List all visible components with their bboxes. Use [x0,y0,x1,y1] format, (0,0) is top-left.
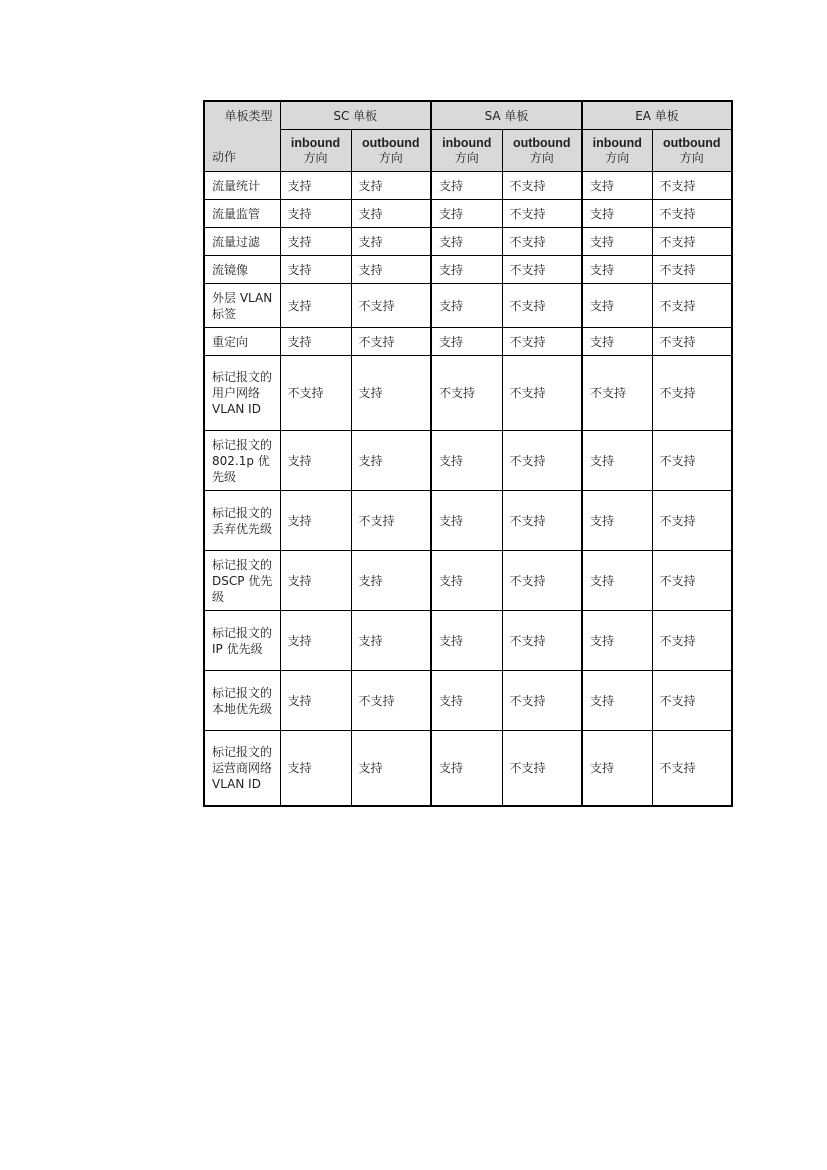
support-cell: 支持 [431,731,502,806]
support-cell: 不支持 [652,491,732,551]
support-cell: 不支持 [502,200,582,228]
support-cell: 支持 [280,731,351,806]
action-cell: 流量统计 [204,172,280,200]
support-cell: 不支持 [351,328,431,356]
action-cell: 标记报文的本地优先级 [204,671,280,731]
action-cell: 标记报文的 DSCP 优先级 [204,551,280,611]
support-cell: 不支持 [652,671,732,731]
support-cell: 不支持 [351,671,431,731]
support-cell: 不支持 [351,284,431,328]
support-cell: 支持 [431,228,502,256]
support-cell: 支持 [351,431,431,491]
support-cell: 支持 [582,172,652,200]
support-cell: 不支持 [502,671,582,731]
table-row [204,200,732,228]
support-cell: 支持 [280,228,351,256]
support-cell: 不支持 [502,172,582,200]
support-cell: 不支持 [652,611,732,671]
table-row [204,551,732,611]
group-header-sc: SC 单板 [280,101,431,130]
support-cell: 不支持 [502,431,582,491]
support-cell: 不支持 [652,228,732,256]
support-cell: 支持 [280,328,351,356]
support-cell: 支持 [351,356,431,431]
action-cell: 流镜像 [204,256,280,284]
direction-header: inbound 方向 [280,130,351,172]
group-header-ea: EA 单板 [582,101,732,130]
table-row [204,671,732,731]
table-row [204,731,732,806]
support-cell: 支持 [280,200,351,228]
table-row [204,228,732,256]
support-cell: 支持 [431,172,502,200]
support-cell: 支持 [280,551,351,611]
table-row [204,256,732,284]
support-cell: 不支持 [431,356,502,431]
corner-header-cell [204,101,280,172]
support-cell: 支持 [582,431,652,491]
support-cell: 支持 [431,200,502,228]
direction-header: inbound 方向 [431,130,502,172]
table-body [204,172,732,806]
support-cell: 不支持 [652,731,732,806]
table-row [204,431,732,491]
support-cell: 支持 [582,328,652,356]
support-cell: 支持 [431,491,502,551]
support-cell: 不支持 [652,328,732,356]
support-cell: 不支持 [652,356,732,431]
support-cell: 支持 [351,731,431,806]
support-cell: 支持 [431,671,502,731]
support-cell: 不支持 [652,200,732,228]
support-cell: 不支持 [652,172,732,200]
support-cell: 不支持 [502,731,582,806]
direction-header: outbound 方向 [502,130,582,172]
action-cell: 标记报文的 802.1p 优先级 [204,431,280,491]
support-cell: 不支持 [502,551,582,611]
support-cell: 不支持 [502,328,582,356]
support-cell: 不支持 [652,551,732,611]
table-row [204,172,732,200]
support-cell: 支持 [582,671,652,731]
support-cell: 支持 [280,256,351,284]
action-label: 动作 [212,150,237,164]
action-cell: 标记报文的运营商网络 VLAN ID [204,731,280,806]
direction-header: outbound 方向 [652,130,732,172]
support-cell: 不支持 [652,256,732,284]
support-cell: 支持 [351,256,431,284]
support-cell: 支持 [351,200,431,228]
qos-support-table [203,100,733,807]
support-cell: 支持 [582,551,652,611]
table-row [204,356,732,431]
support-cell: 支持 [582,491,652,551]
action-cell: 标记报文的丢弃优先级 [204,491,280,551]
action-cell: 流量监管 [204,200,280,228]
support-cell: 不支持 [502,356,582,431]
support-cell: 支持 [582,731,652,806]
support-cell: 支持 [431,611,502,671]
support-cell: 不支持 [280,356,351,431]
support-cell: 不支持 [502,611,582,671]
support-cell: 支持 [280,284,351,328]
direction-header: outbound 方向 [351,130,431,172]
support-cell: 支持 [431,256,502,284]
support-cell: 支持 [431,328,502,356]
action-cell: 重定向 [204,328,280,356]
support-cell: 不支持 [652,284,732,328]
support-cell: 支持 [280,611,351,671]
support-cell: 支持 [431,284,502,328]
support-cell: 支持 [351,172,431,200]
support-cell: 不支持 [652,431,732,491]
action-cell: 外层 VLAN 标签 [204,284,280,328]
support-cell: 不支持 [582,356,652,431]
support-cell: 不支持 [502,284,582,328]
support-cell: 支持 [280,671,351,731]
support-cell: 不支持 [502,228,582,256]
support-cell: 支持 [582,611,652,671]
support-cell: 支持 [280,491,351,551]
support-cell: 不支持 [351,491,431,551]
table-row [204,284,732,328]
support-cell: 支持 [582,200,652,228]
support-cell: 支持 [582,228,652,256]
support-cell: 支持 [351,228,431,256]
board-type-label: 单板类型 [224,109,273,123]
support-cell: 支持 [280,431,351,491]
support-cell: 支持 [582,284,652,328]
support-cell: 支持 [351,611,431,671]
support-cell: 支持 [431,431,502,491]
action-cell: 标记报文的 IP 优先级 [204,611,280,671]
group-header-sa: SA 单板 [431,101,582,130]
support-cell: 支持 [582,256,652,284]
table-row [204,611,732,671]
support-cell: 不支持 [502,256,582,284]
support-cell: 不支持 [502,491,582,551]
action-cell: 流量过滤 [204,228,280,256]
direction-header: inbound 方向 [582,130,652,172]
table-row [204,491,732,551]
action-cell: 标记报文的用户网络 VLAN ID [204,356,280,431]
support-cell: 支持 [351,551,431,611]
table-row [204,328,732,356]
support-cell: 支持 [280,172,351,200]
support-cell: 支持 [431,551,502,611]
